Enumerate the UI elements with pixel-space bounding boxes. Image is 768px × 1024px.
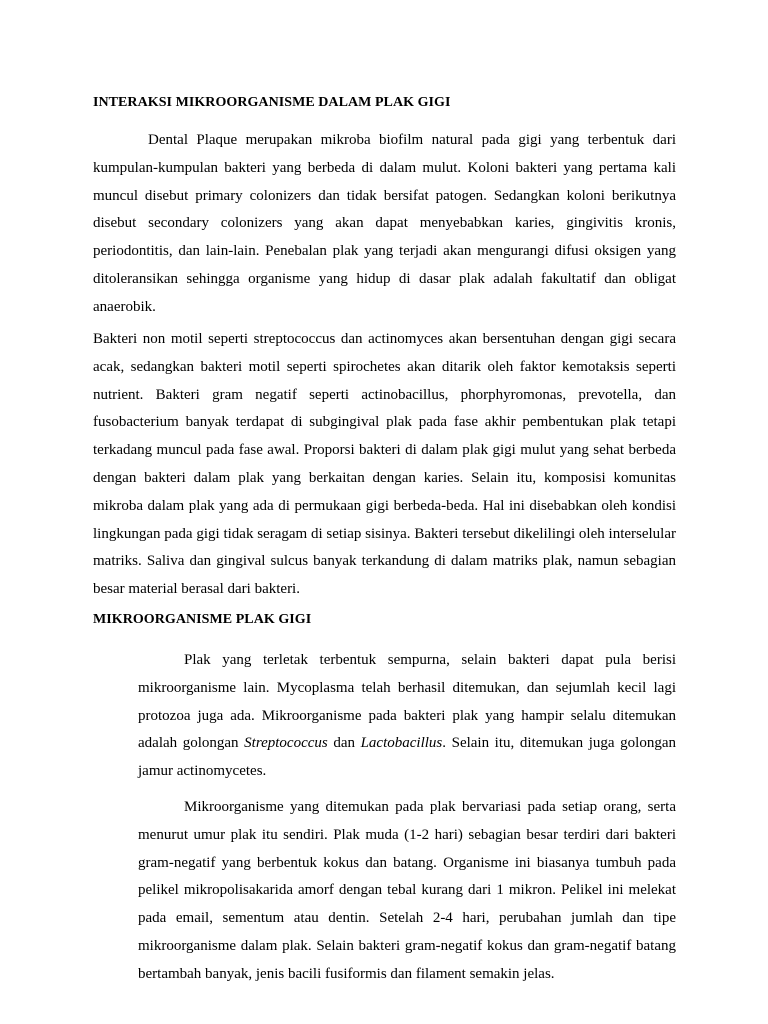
paragraph-plak-terbentuk [138, 647, 676, 786]
paragraph-text: dan [327, 735, 361, 752]
paragraph-mikroorganisme-bervariasi: Mikroorganisme yang ditemukan pada plak bervariasi pada setiap orang, serta menurut umur plak itu sendiri. Plak muda (1-2 hari) sebagian besar terdiri dari bakteri gram-negatif yang berbentuk kokus dan batang. Organisme ini biasanya tumbuh pada pelikel mikropolisakarida amorf dengan tebal kurang dari 1 mikron. Pelikel ini melekat pada email, sementum atau dentin. Setelah 2-4 hari, perubahan jumlah dan tipe mikroorganisme dalam plak. Selain bakteri gram-negatif kokus dan gram-negatif batang bertambah banyak, jenis bacili fusiformis dan filament semakin jelas. [138, 799, 676, 982]
paragraph-bakteri-non-motil: Bakteri non motil seperti streptococcus dan actinomyces akan bersentuhan dengan gigi secara acak, sedangkan bakteri motil seperti spirochetes akan ditarik oleh faktor kemotaksis seperti nutrient. Bakteri gram negatif seperti actinobacillus, phorphyromonas, prevotella, dan fusobacterium banyak terdapat di subgingival plak pada fase akhir pembentukan plak tetapi terkadang muncul pada fase awal. Proporsi bakteri di dalam plak gigi mulut yang sehat berbeda dengan bakteri dalam plak yang berkaitan dengan karies. Selain itu, komposisi komunitas mikroba dalam plak yang ada di permukaan gigi berbeda-beda. Hal ini disebabkan oleh kondisi lingkungan pada gigi tidak seragam di setiap sisinya. Bakteri tersebut dikelilingi oleh interselular matriks. Saliva dan gingival sulcus banyak terkandung di dalam matriks plak, namun sebagian besar material berasal dari bakteri. [93, 331, 676, 598]
section-title-interaksi: INTERAKSI MIKROORGANISME DALAM PLAK GIGI [93, 95, 451, 110]
genus-streptococcus: Streptococcus [244, 735, 328, 752]
genus-lactobacillus: Lactobacillus [360, 735, 443, 752]
paragraph-dental-plaque: Dental Plaque merupakan mikroba biofilm natural pada gigi yang terbentuk dari kumpulan-kumpulan bakteri yang berbeda di dalam mulut. Koloni bakteri yang pertama kali muncul disebut primary colonizers dan tidak bersifat patogen. Sedangkan koloni berikutnya disebut secondary colonizers yang akan dapat menyebabkan karies, gingivitis kronis, periodontitis, dan lain-lain. Penebalan plak yang terjadi akan mengurangi difusi oksigen yang ditoleransikan sehingga organisme yang hidup di dasar plak adalah fakultatif dan obligat anaerobik. [93, 132, 676, 315]
section-title-mikroorganisme: MIKROORGANISME PLAK GIGI [93, 612, 312, 627]
paragraph-text: . Selain itu, ditemukan juga golongan jamur actinomycetes. [138, 735, 677, 780]
paragraph-text: Plak yang terletak terbentuk sempurna, selain bakteri dapat pula berisi mikroorganisme lain. Mycoplasma telah berhasil ditemukan, dan sejumlah kecil lagi protozoa juga ada. Mikroorganisme pada bakteri plak yang hampir selalu ditemukan adalah golongan [138, 652, 676, 752]
